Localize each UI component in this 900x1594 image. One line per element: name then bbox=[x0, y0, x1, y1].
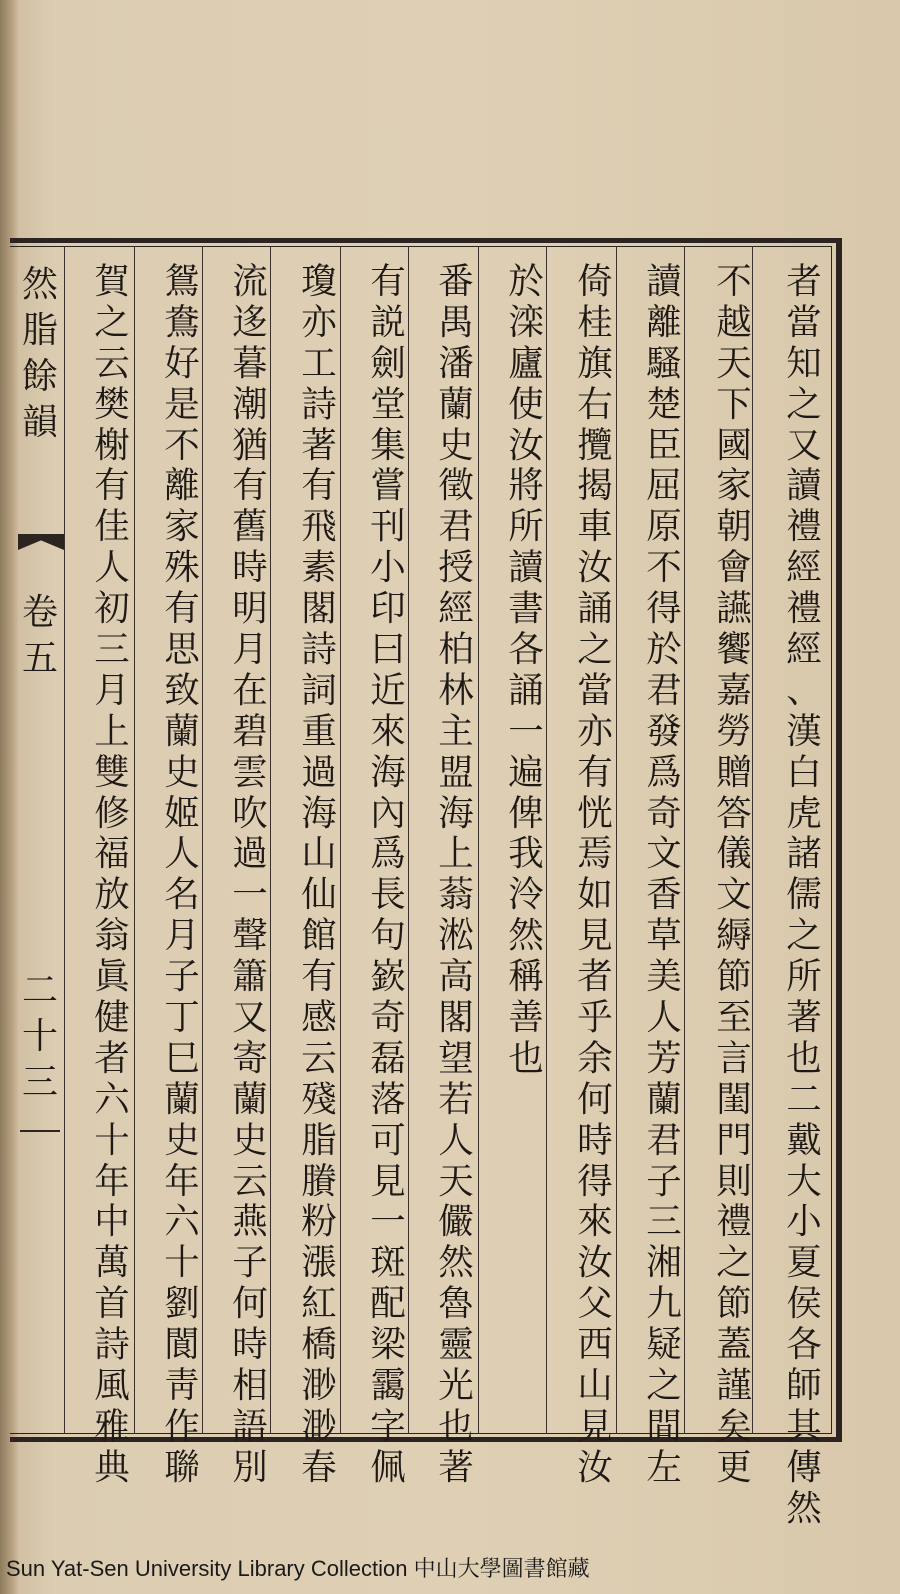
text-column-11: 賀 之 云 樊 榭 有 佳 人 初 三 月 上 雙 修 福 放 翁 眞 健 者 六 十 年 中 萬 首 詩 風 雅 典 bbox=[94, 261, 130, 1488]
book-title: 然 脂 餘 韻 bbox=[21, 264, 58, 443]
text-column-1: 者 當 知 之 又 讀 禮 經 禮 經 、 漢 白 虎 諸 儒 之 所 著 也 二 戴 大 小 夏 侯 各 師 其 傳 然 bbox=[786, 261, 822, 1529]
page-number: 二 十 三 bbox=[21, 970, 58, 1103]
column-rule bbox=[64, 246, 65, 1434]
text-column-7: 有 説 劍 堂 集 嘗 刊 小 印 曰 近 來 海 內 爲 長 句 嶔 奇 磊 落 可 見 一 斑 配 梁 靄 字 佩 bbox=[370, 261, 406, 1488]
text-column-10: 鴛 鴦 好 是 不 離 家 殊 有 思 致 蘭 史 姬 人 名 月 子 丁 巳 蘭 史 年 六 十 劉 閬 靑 作 聯 bbox=[164, 261, 200, 1488]
text-column-5: 於 滦 廬 使 汝 將 所 讀 書 各 誦 一 遍 俾 我 泠 然 稱 善 也 bbox=[508, 261, 544, 1079]
text-column-4: 倚 桂 旗 右 攬 揭 車 汝 誦 之 當 亦 有 恍 焉 如 見 者 乎 余 何 時 得 來 汝 父 西 山 見 汝 bbox=[577, 261, 613, 1488]
text-column-3: 讀 離 騷 楚 臣 屈 原 不 得 於 君 發 爲 奇 文 香 草 美 人 芳 蘭 君 子 三 湘 九 疑 之 間 左 bbox=[646, 261, 682, 1488]
text-column-9: 流 迻 暮 潮 猶 有 舊 時 明 月 在 碧 雲 吹 過 一 聲 簫 又 寄 蘭 史 云 燕 子 何 時 相 語 別 bbox=[232, 261, 268, 1488]
library-credit: Sun Yat-Sen University Library Collection 中山大學圖書館藏 bbox=[6, 1556, 590, 1581]
volume-label: 卷 五 bbox=[21, 592, 58, 679]
text-column-2: 不 越 天 下 國 家 朝 會 讌 饗 嘉 勞 贈 答 儀 文 縟 節 至 言 閨 門 則 禮 之 節 蓋 謹 矣 更 bbox=[716, 261, 752, 1488]
margin-rule bbox=[20, 1130, 60, 1132]
text-column-6: 番 禺 潘 蘭 史 徵 君 授 經 柏 林 主 盟 海 上 蓊 淞 高 閣 望 若 人 天 儼 然 魯 靈 光 也 著 bbox=[438, 261, 474, 1488]
text-column-8: 瓊 亦 工 詩 著 有 飛 素 閣 詩 詞 重 過 海 山 仙 館 有 感 云 殘 脂 賸 粉 漲 紅 橋 渺 渺 春 bbox=[301, 261, 337, 1488]
